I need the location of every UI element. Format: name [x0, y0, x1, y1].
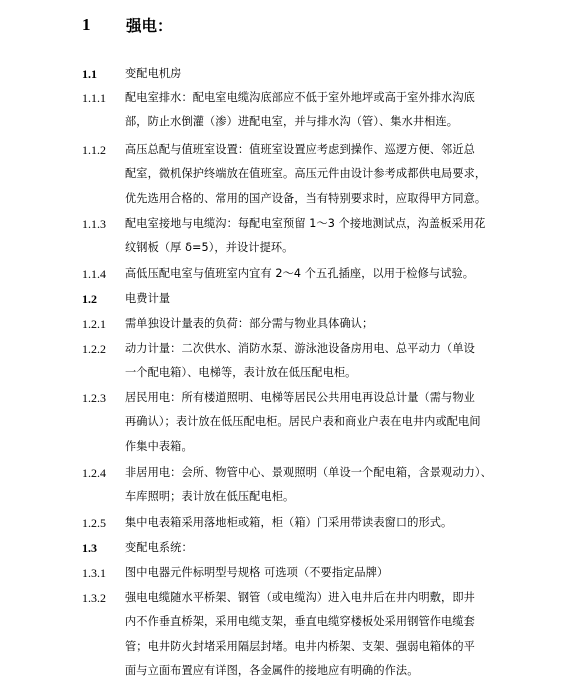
clause-number: 1.1.1 — [82, 91, 106, 105]
clause-text: 图中电器元件标明型号规格 可选项（不要指定品牌） — [125, 566, 389, 579]
clause-1-2-2 — [82, 337, 530, 386]
clause-1-3-1 — [82, 561, 530, 585]
clause-text: 非居用电：会所、物管中心、景观照明（单设一个配电箱，含景观动力）、 车库照明；表计放在低压配电柜。 — [125, 466, 492, 504]
clause-1-1-4 — [82, 262, 530, 286]
clause-text: 集中电表箱采用落地柜或箱，柜（箱）门采用带读表窗口的形式。 — [125, 516, 453, 529]
chapter-number: 1 — [82, 15, 91, 34]
clause-number: 1.1.4 — [82, 267, 106, 281]
clause-text: 动力计量：二次供水、消防水泵、游泳池设备房用电、总平动力（单设 一个配电箱）、电梯等，表计放在低压配电柜。 — [125, 342, 475, 380]
clause-text: 配电室接地与电缆沟：每配电室预留 1～3 个接地测试点，沟盖板采用花 纹钢板（厚 δ=5），并设计提环。 — [125, 217, 486, 255]
section-title: 变配电系统： — [125, 541, 193, 554]
clause-number: 1.3.2 — [82, 591, 106, 605]
section-number: 1.3 — [82, 541, 97, 555]
clause-1-3-2 — [82, 586, 530, 683]
clause-number: 1.2.1 — [82, 317, 106, 331]
clause-1-1-1 — [82, 86, 530, 135]
chapter-heading — [82, 11, 173, 39]
section-1-1 — [82, 62, 530, 86]
clause-text: 需单独设计量表的负荷：部分需与物业具体确认； — [125, 317, 374, 330]
clause-number: 1.3.1 — [82, 566, 106, 580]
section-number: 1.2 — [82, 292, 97, 306]
clause-number: 1.2.3 — [82, 391, 106, 405]
clause-1-2-1 — [82, 312, 530, 336]
clause-text: 高低压配电室与值班室内宜有 2～4 个五孔插座，以用于检修与试验。 — [125, 267, 475, 280]
clause-1-1-2 — [82, 138, 530, 211]
clause-1-1-3 — [82, 212, 530, 261]
section-1-2 — [82, 287, 530, 311]
clause-number: 1.1.2 — [82, 143, 106, 157]
section-title: 电费计量 — [125, 292, 171, 305]
clause-1-2-4 — [82, 461, 530, 510]
section-number: 1.1 — [82, 67, 97, 81]
clause-number: 1.2.4 — [82, 466, 106, 480]
section-title: 变配电机房 — [125, 67, 182, 80]
clause-number: 1.1.3 — [82, 217, 106, 231]
clause-text: 强电电缆随水平桥架、钢管（或电缆沟）进入电井后在井内明敷，即井 内不作垂直桥架，采用电缆支架，垂直电缆穿楼板处采用钢管作电缆套 管；电井防火封堵采用隔层封堵。电井内桥架、支架、强弱电箱体的平 面与立面布置应有详图，各金属件的接地应有明确的作法。 — [125, 591, 475, 677]
clause-1-2-3 — [82, 386, 530, 459]
clause-number: 1.2.5 — [82, 516, 106, 530]
clause-1-2-5 — [82, 511, 530, 535]
clause-text: 高压总配与值班室设置：值班室设置应考虑到操作、巡逻方便、邻近总 配室，微机保护终端放在值班室。高压元件由设计参考成都供电局要求， 优先选用合格的、常用的国产设备，当有特别要求时，应取得甲方同意。 — [125, 143, 487, 205]
clause-text: 居民用电：所有楼道照明、电梯等居民公共用电再设总计量（需与物业 再确认）；表计放在低压配电柜。居民户表和商业户表在电井内或配电间 作集中表箱。 — [125, 391, 481, 453]
chapter-title: 强电： — [126, 17, 173, 35]
clause-text: 配电室排水：配电室电缆沟底部应不低于室外地坪或高于室外排水沟底 部，防止水倒灌（渗）进配电室，并与排水沟（管）、集水井相连。 — [125, 91, 475, 129]
clause-number: 1.2.2 — [82, 342, 106, 356]
section-1-3 — [82, 536, 530, 560]
